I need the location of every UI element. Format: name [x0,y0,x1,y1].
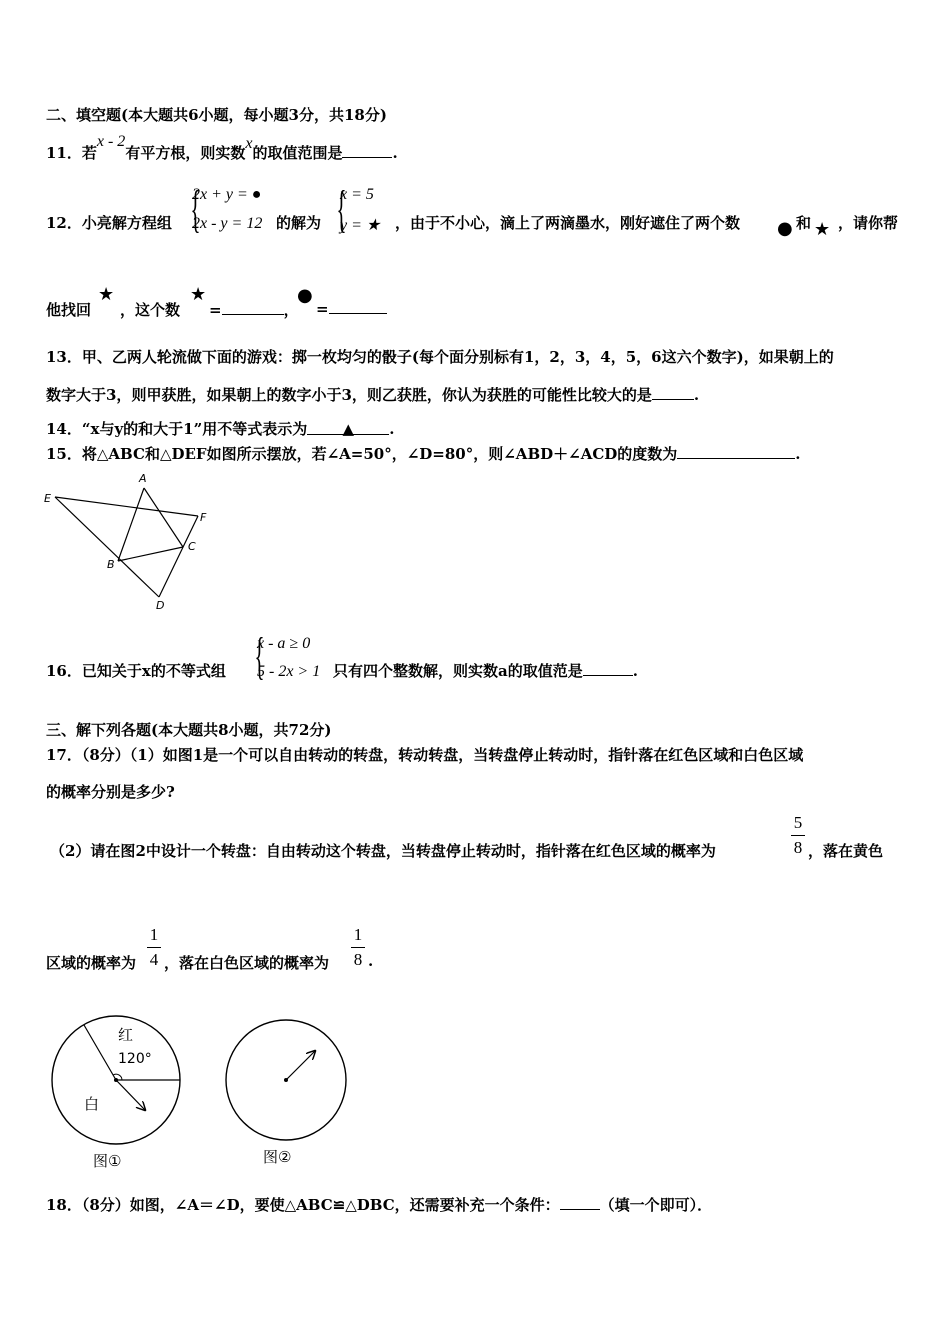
q14-period: . [389,420,395,438]
section-3-heading: 三、解下列各题(本大题共8小题，共72分) [46,721,332,739]
q12-solution-x: x = 5 [340,186,374,203]
q12-equation-1: 2x + y = ● [192,186,262,203]
q16-inequality-2: 5 - 2x > 1 [257,663,321,680]
q12-mid-text: 的解为 [276,214,322,232]
label-E: E [44,492,51,505]
q14-text: 14．“x与y的和大于1”用不等式表示为 [46,420,308,438]
q16-number: 16．已知关于x的不等式组 [46,662,226,680]
label-B: B [107,558,115,571]
spinner-1-pointer [116,1080,145,1110]
q16-period: . [632,662,638,680]
q17-line-3: （2）请在图2中设计一个转盘：自由转动这个转盘，当转盘停止转动时，指针落在红色区域的概率为 [50,842,716,860]
q15-text: 15．将△ABC和△DEF如图所示摆放，若∠A=50°，∠D=80°，则∠ABD＋∠ACD的度数为 [46,445,678,463]
q11-radicand: x - 2 [96,133,126,150]
q12-and: 和 [796,214,812,232]
q17-line-3-end: ，落在黄色 [808,842,884,860]
q11-period: . [392,144,398,162]
q16-inequality-1: x - a ≥ 0 [257,635,311,652]
fraction-yellow-numerator: 1 [149,925,159,944]
q12-this-number: ，这个数 [120,301,181,319]
q12-ink-star-icon: ★ [814,219,831,240]
spinner-1-angle-label: 120° [118,1051,152,1067]
label-C: C [188,540,196,553]
label-F: F [200,511,207,524]
fraction-red-numerator: 5 [793,813,803,832]
q18-answer-blank[interactable] [560,1195,600,1210]
q17-line-4a: 区域的概率为 [46,954,137,972]
spinner-2 [226,1020,346,1166]
q17-line-2: 的概率分别是多少? [46,783,175,801]
q12-equals-sign: = [209,301,222,319]
q12-line-2-start: 他找回 [46,301,92,319]
figure-1-caption: 图① [93,1152,122,1170]
q18-end: （填一个即可）． [599,1196,713,1214]
fraction-white-numerator: 1 [353,925,363,944]
q13-line-1: 13．甲、乙两人轮流做下面的游戏：掷一枚均匀的骰子(每个面分别标有1，2，3，4，5，6这六个数字)，如果朝上的 [46,348,834,366]
q13-period: . [693,386,700,404]
q12-star-icon: ★ [98,284,115,305]
spinner-1-white-label: 白 [84,1095,100,1113]
section-2-heading: 二、填空题(本大题共6小题，每小题3分，共18分) [46,106,387,124]
spinner-2-pointer [286,1051,315,1080]
q12-solution-brace: { [336,181,347,238]
q17-line-4c: . [368,952,374,970]
label-A: A [139,472,147,485]
q12-solution-y: y = ★ [340,217,381,234]
q11-text-1: 有平方根，则实数 [125,144,246,162]
q11-variable: x [245,135,253,152]
q16-system-brace: { [254,628,265,685]
fraction-yellow-denominator: 4 [149,950,159,969]
q16-text: 只有四个整数解，则实数a的取值范是 [333,662,583,680]
q11-text-2: 的取值范围是 [252,144,343,162]
triangle-mark-icon: ▲ [342,420,354,438]
q18-text: 18．（8分）如图，∠A＝∠D，要使△ABC≌△DBC，还需要补充一个条件： [46,1196,560,1214]
q12-star-icon-2: ★ [190,284,207,305]
q17-line-4b: ，落在白色区域的概率为 [164,954,330,972]
q12-text-1: ，由于不小心，滴上了两滴墨水，刚好遮住了两个数 [395,214,741,232]
fraction-white-denominator: 8 [353,950,363,969]
q12-dot-icon: ● [297,285,313,306]
q12-comma: ， [283,301,299,319]
question-18 [46,1194,712,1215]
q12-equation-2: 2x - y = 12 [192,215,263,232]
q12-equals-sign-2: = [316,300,329,318]
figure-2-caption: 图② [263,1148,292,1166]
q12-system-brace: { [190,181,201,238]
spinner-1-red-label: 红 [118,1026,134,1044]
q12-ink-dot-icon: ● [777,218,793,239]
q12-text-2: ，请你帮 [838,214,899,232]
label-D: D [156,599,165,612]
q11-number: 11．若 [46,144,97,162]
spinner-1 [52,1016,180,1170]
fraction-red-denominator: 8 [793,838,803,857]
q15-period: . [795,445,801,463]
q17-line-1: 17．（8分）（1）如图1是一个可以自由转动的转盘，转动转盘，当转盘停止转动时，指针落在红色区域和白色区域 [46,746,804,764]
q12-number: 12．小亮解方程组 [46,214,172,232]
q13-text: 数字大于3，则甲获胜，如果朝上的数字小于3，则乙获胜，你认为获胜的可能性比较大的是 [46,386,652,404]
